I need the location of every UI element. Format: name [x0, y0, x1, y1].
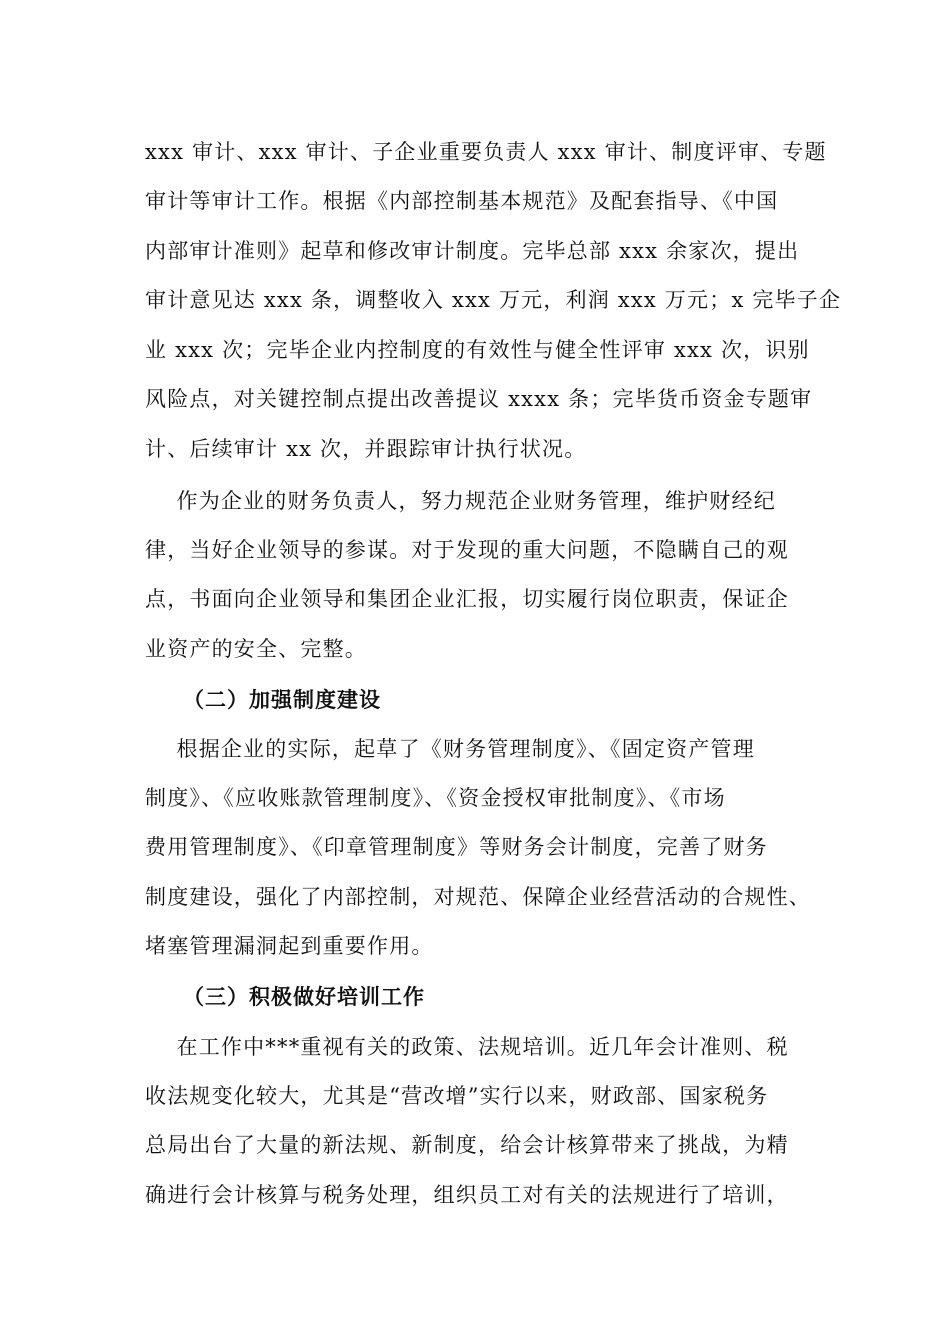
text-line: 内部审计准则》起草和修改审计制度。完毕总部 xxx 余家次，提出 — [145, 239, 800, 263]
text-line: 确进行会计核算与税务处理，组织员工对有关的法规进行了培训， — [145, 1183, 789, 1207]
text-line: 堵塞管理漏洞起到重要作用。 — [145, 934, 434, 958]
text-line: 收法规变化较大，尤其是“营改增”实行以来，财政部、国家税务 — [145, 1084, 769, 1108]
text-line: 计、后续审计 xx 次，并跟踪审计执行状况。 — [145, 437, 587, 461]
section-heading-system-building: （二）加强制度建设 — [183, 688, 381, 712]
text-line: 作为企业的财务负责人，努力规范企业财务管理，维护财经纪 — [145, 489, 776, 513]
text-line: 审计等审计工作。根据《内部控制基本规范》及配套指导、《中国 — [145, 189, 779, 213]
text-line: 业资产的安全、完整。 — [145, 637, 367, 661]
text-line: xxx 审计、xxx 审计、子企业重要负责人 xxx 审计、制度评审、专题 — [145, 140, 827, 164]
text-line: 制度建设，强化了内部控制，对规范、保障企业经营活动的合规性、 — [145, 885, 811, 909]
text-line: 根据企业的实际，起草了《财务管理制度》、《固定资产管理 — [145, 737, 755, 761]
section-heading-training: （三）积极做好培训工作 — [183, 985, 425, 1009]
text-line: 费用管理制度》、《印章管理制度》等财务会计制度，完善了财务 — [145, 835, 768, 859]
text-line: 制度》、《应收账款管理制度》、《资金授权审批制度》、《市场 — [145, 786, 726, 810]
text-line: 总局出台了大量的新法规、新制度，给会计核算带来了挑战，为精 — [145, 1133, 789, 1157]
text-line: 业 xxx 次；完毕企业内控制度的有效性与健全性评审 xxx 次，识别 — [145, 338, 810, 362]
text-line: 风险点，对关键控制点提出改善提议 xxxx 条；完毕货币资金专题审 — [145, 387, 813, 411]
text-line: 律，当好企业领导的参谋。对于发现的重大问题，不隐瞒自己的观 — [145, 538, 789, 562]
text-line: 审计意见达 xxx 条，调整收入 xxx 万元，利润 xxx 万元；x 完毕子企 — [145, 288, 842, 312]
text-line: 点，书面向企业领导和集团企业汇报，切实履行岗位职责，保证企 — [145, 587, 789, 611]
text-line: 在工作中***重视有关的政策、法规培训。近几年会计准则、税 — [145, 1035, 789, 1059]
